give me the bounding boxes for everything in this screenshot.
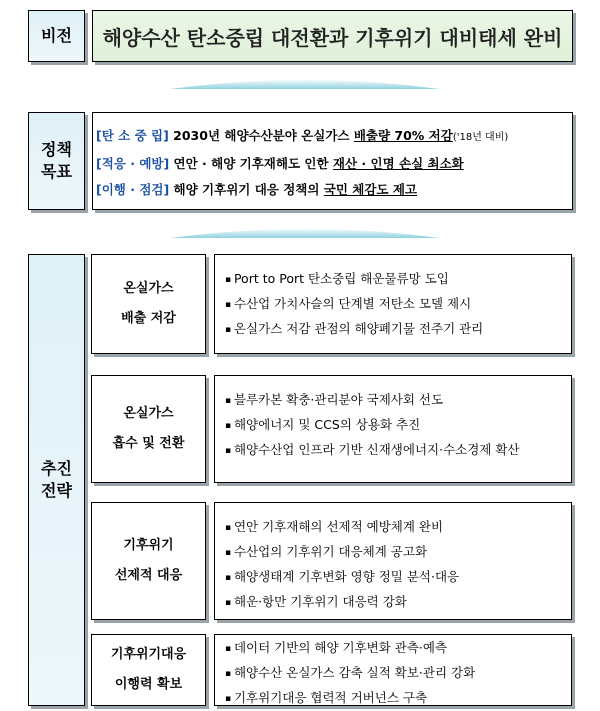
policy-goals-label-line2: 목표	[41, 162, 72, 181]
strategy-tasks-proactive-response	[214, 502, 572, 620]
policy-goal-adaptation	[96, 151, 572, 177]
policy-goal-implementation	[96, 177, 572, 203]
policy-goals-content	[92, 112, 573, 210]
strategy-title-line2: 흡수 및 전환	[112, 436, 185, 451]
strategy-task: ▪ 블루카본 확충·관리분야 국제사회 선도	[225, 388, 571, 413]
policy-goal-tag: [적응 · 예방]	[96, 156, 170, 171]
vision-label	[28, 10, 85, 62]
policy-goal-text: 연안 · 해양 기후재해도 인한	[173, 156, 333, 171]
policy-goals-label	[28, 112, 85, 210]
strategy-title-line2: 배출 저감	[121, 311, 176, 326]
vision-label-text: 비전	[41, 26, 72, 45]
policy-goal-text: 해양 기후위기 대응 정책의	[173, 182, 324, 197]
strategy-title-proactive-response	[91, 502, 206, 620]
strategy-label	[28, 254, 85, 706]
policy-goals-label-line1: 정책	[41, 140, 72, 159]
down-arrow-shape	[170, 75, 440, 89]
strategy-task: ▪ 해양생태계 기후변화 영향 정밀 분석·대응	[225, 565, 571, 590]
strategy-task: ▪ 해양에너지 및 CCS의 상용화 추진	[225, 413, 571, 438]
strategy-tasks-implementation-capacity	[214, 634, 572, 706]
strategy-task: ▪ 수산업의 기후위기 대응체계 공고화	[225, 540, 571, 565]
strategy-task: ▪ Port to Port 탄소중립 해운물류망 도입	[225, 267, 571, 292]
strategy-title-line2: 선제적 대응	[114, 568, 183, 583]
strategy-tasks-emission-reduction	[214, 254, 572, 354]
strategy-title-implementation-capacity	[91, 634, 206, 706]
strategy-title-absorption-transition	[91, 375, 206, 483]
down-arrow-shape	[170, 224, 440, 238]
vision-statement-text: 해양수산 탄소중립 대전환과 기후위기 대비태세 완비	[102, 25, 563, 50]
policy-goal-tag: [탄 소 중 립]	[96, 128, 169, 143]
strategy-task: ▪ 온실가스 저감 관점의 해양폐기물 전주기 관리	[225, 317, 571, 342]
strategy-task: ▪ 수산업 가치사슬의 단계별 저탄소 모델 제시	[225, 292, 571, 317]
strategy-task: ▪ 해양수산업 인프라 기반 신재생에너지·수소경제 확산	[225, 438, 571, 463]
vision-statement	[92, 10, 573, 62]
policy-goal-carbon-neutral	[96, 123, 572, 151]
strategy-task: ▪ 기후위기대응 협력적 거버넌스 구축	[225, 686, 571, 711]
strategy-task: ▪ 해운·항만 기후위기 대응력 강화	[225, 590, 571, 615]
strategy-title-line1: 기후위기대응	[110, 647, 187, 662]
policy-goal-emphasis: 재산 · 인명 손실 최소화	[332, 156, 464, 171]
strategy-title-line1: 기후위기	[123, 538, 174, 553]
strategy-tasks-absorption-transition	[214, 375, 572, 483]
strategy-label-line1: 추진	[41, 459, 72, 478]
strategy-title-line2: 이행력 확보	[114, 677, 183, 692]
strategy-task: ▪ 연안 기후재해의 선제적 예방체계 완비	[225, 515, 571, 540]
policy-goal-note: ('18년 대비)	[452, 132, 509, 143]
strategy-title-line1: 온실가스	[123, 406, 174, 421]
policy-goal-text: 2030년 해양수산분야 온실가스	[173, 128, 354, 143]
strategy-label-line2: 전략	[41, 481, 72, 500]
strategy-title-line1: 온실가스	[123, 281, 174, 296]
strategy-task: ▪ 데이터 기반의 해양 기후변화 관측·예측	[225, 636, 571, 661]
strategy-task: ▪ 해양수산 온실가스 감축 실적 확보·관리 강화	[225, 661, 571, 686]
policy-goal-emphasis: 배출량 70% 저감	[353, 128, 453, 143]
policy-goal-tag: [이행 · 점검]	[96, 182, 170, 197]
policy-goal-emphasis: 국민 체감도 제고	[323, 182, 418, 197]
strategy-title-emission-reduction	[91, 254, 206, 354]
